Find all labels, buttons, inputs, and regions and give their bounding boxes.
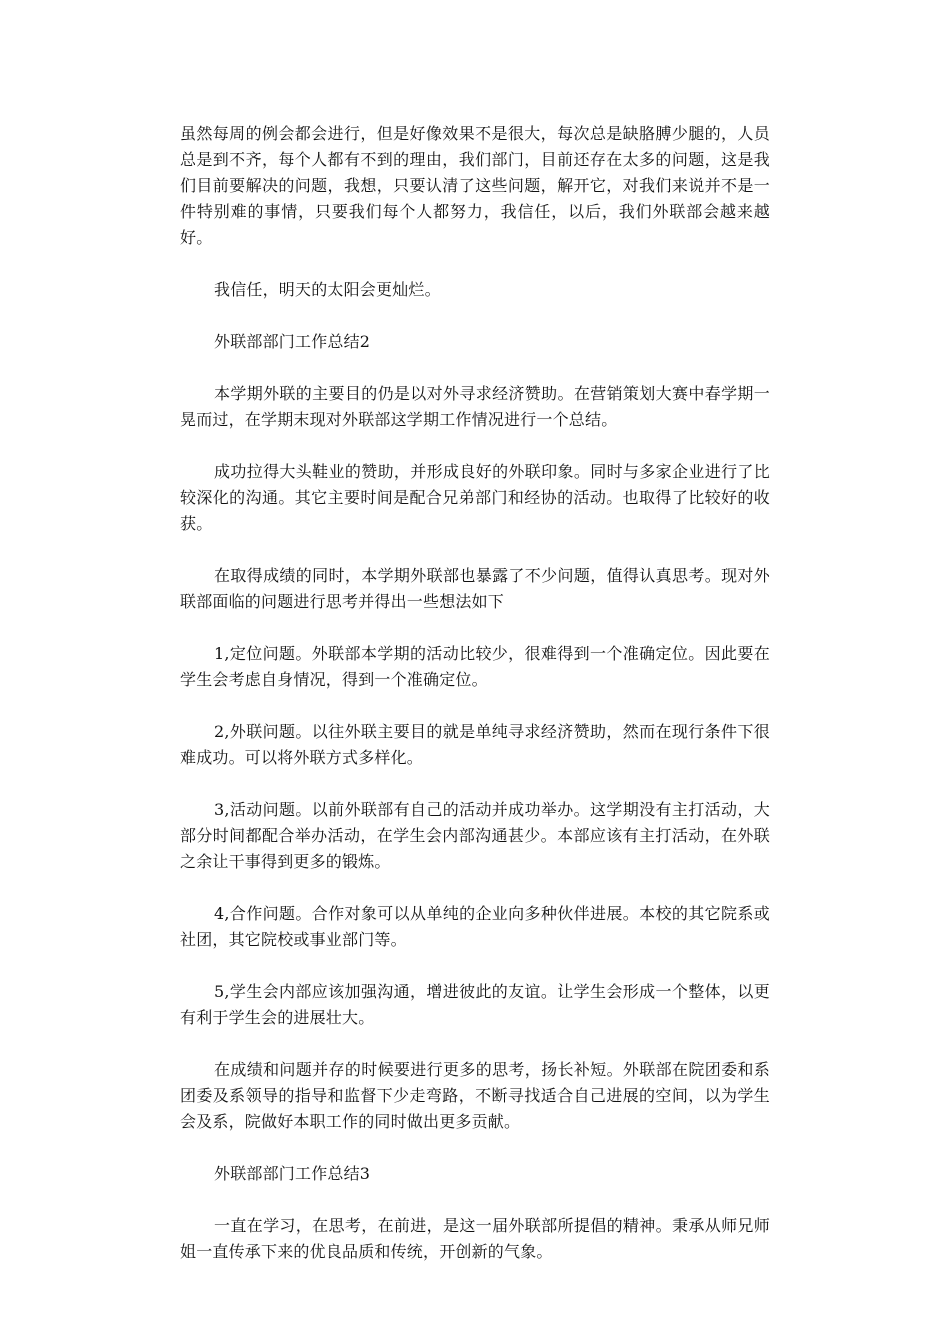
list-item-activities: 3,活动问题。以前外联部有自己的活动并成功举办。这学期没有主打活动，大部分时间都配合举办活动，在学生会内部沟通甚少。本部应该有主打活动，在外联之余让干事得到更多的锻炼。 [180,800,770,871]
paragraph-tomorrow-sun: 我信任，明天的太阳会更灿烂。 [214,280,441,299]
paragraph-conclusion: 在成绩和问题并存的时候要进行更多的思考，扬长补短。外联部在院团委和系团委及系领导的指导和监督下少走弯路，不断寻找适合自己进展的空间，以为学生会及系，院做好本职工作的同时做出更多贡献。 [180,1060,770,1131]
paragraph-spirit: 一直在学习，在思考，在前进，是这一届外联部所提倡的精神。秉承从师兄师姐一直传承下来的优良品质和传统，开创新的气象。 [180,1216,770,1261]
list-item-positioning: 1,定位问题。外联部本学期的活动比较少，很难得到一个准确定位。因此要在学生会考虑自身情况，得到一个准确定位。 [180,644,770,689]
list-item-communication: 5,学生会内部应该加强沟通，增进彼此的友谊。让学生会形成一个整体，以更有利于学生会的进展壮大。 [180,982,770,1027]
list-item-outreach: 2,外联问题。以往外联主要目的就是单纯寻求经济赞助，然而在现行条件下很难成功。可以将外联方式多样化。 [180,722,770,767]
section-heading-summary-2: 外联部部门工作总结2 [214,332,371,351]
list-item-cooperation: 4,合作问题。合作对象可以从单纯的企业向多种伙伴进展。本校的其它院系或社团，其它院校或事业部门等。 [180,904,770,949]
paragraph-semester-goal: 本学期外联的主要目的仍是以对外寻求经济赞助。在营销策划大赛中春学期一晃而过，在学期末现对外联部这学期工作情况进行一个总结。 [180,384,770,429]
paragraph-problems-intro: 在取得成绩的同时，本学期外联部也暴露了不少问题，值得认真思考。现对外联部面临的问题进行思考并得出一些想法如下 [180,566,770,611]
section-heading-summary-3: 外联部部门工作总结3 [214,1164,371,1183]
paragraph-meeting-issues: 虽然每周的例会都会进行，但是好像效果不是很大，每次总是缺胳膊少腿的，人员总是到不齐，每个人都有不到的理由，我们部门，目前还存在太多的问题，这是我们目前要解决的问题，我想，只要认清了这些问题，解开它，对我们来说并不是一件特别难的事情，只要我们每个人都努力，我信任，以后，我们外联部会越来越好。 [180,124,770,247]
paragraph-sponsorship-success: 成功拉得大头鞋业的赞助，并形成良好的外联印象。同时与多家企业进行了比较深化的沟通。其它主要时间是配合兄弟部门和经协的活动。也取得了比较好的收获。 [180,462,770,533]
document-body [180,121,770,1291]
